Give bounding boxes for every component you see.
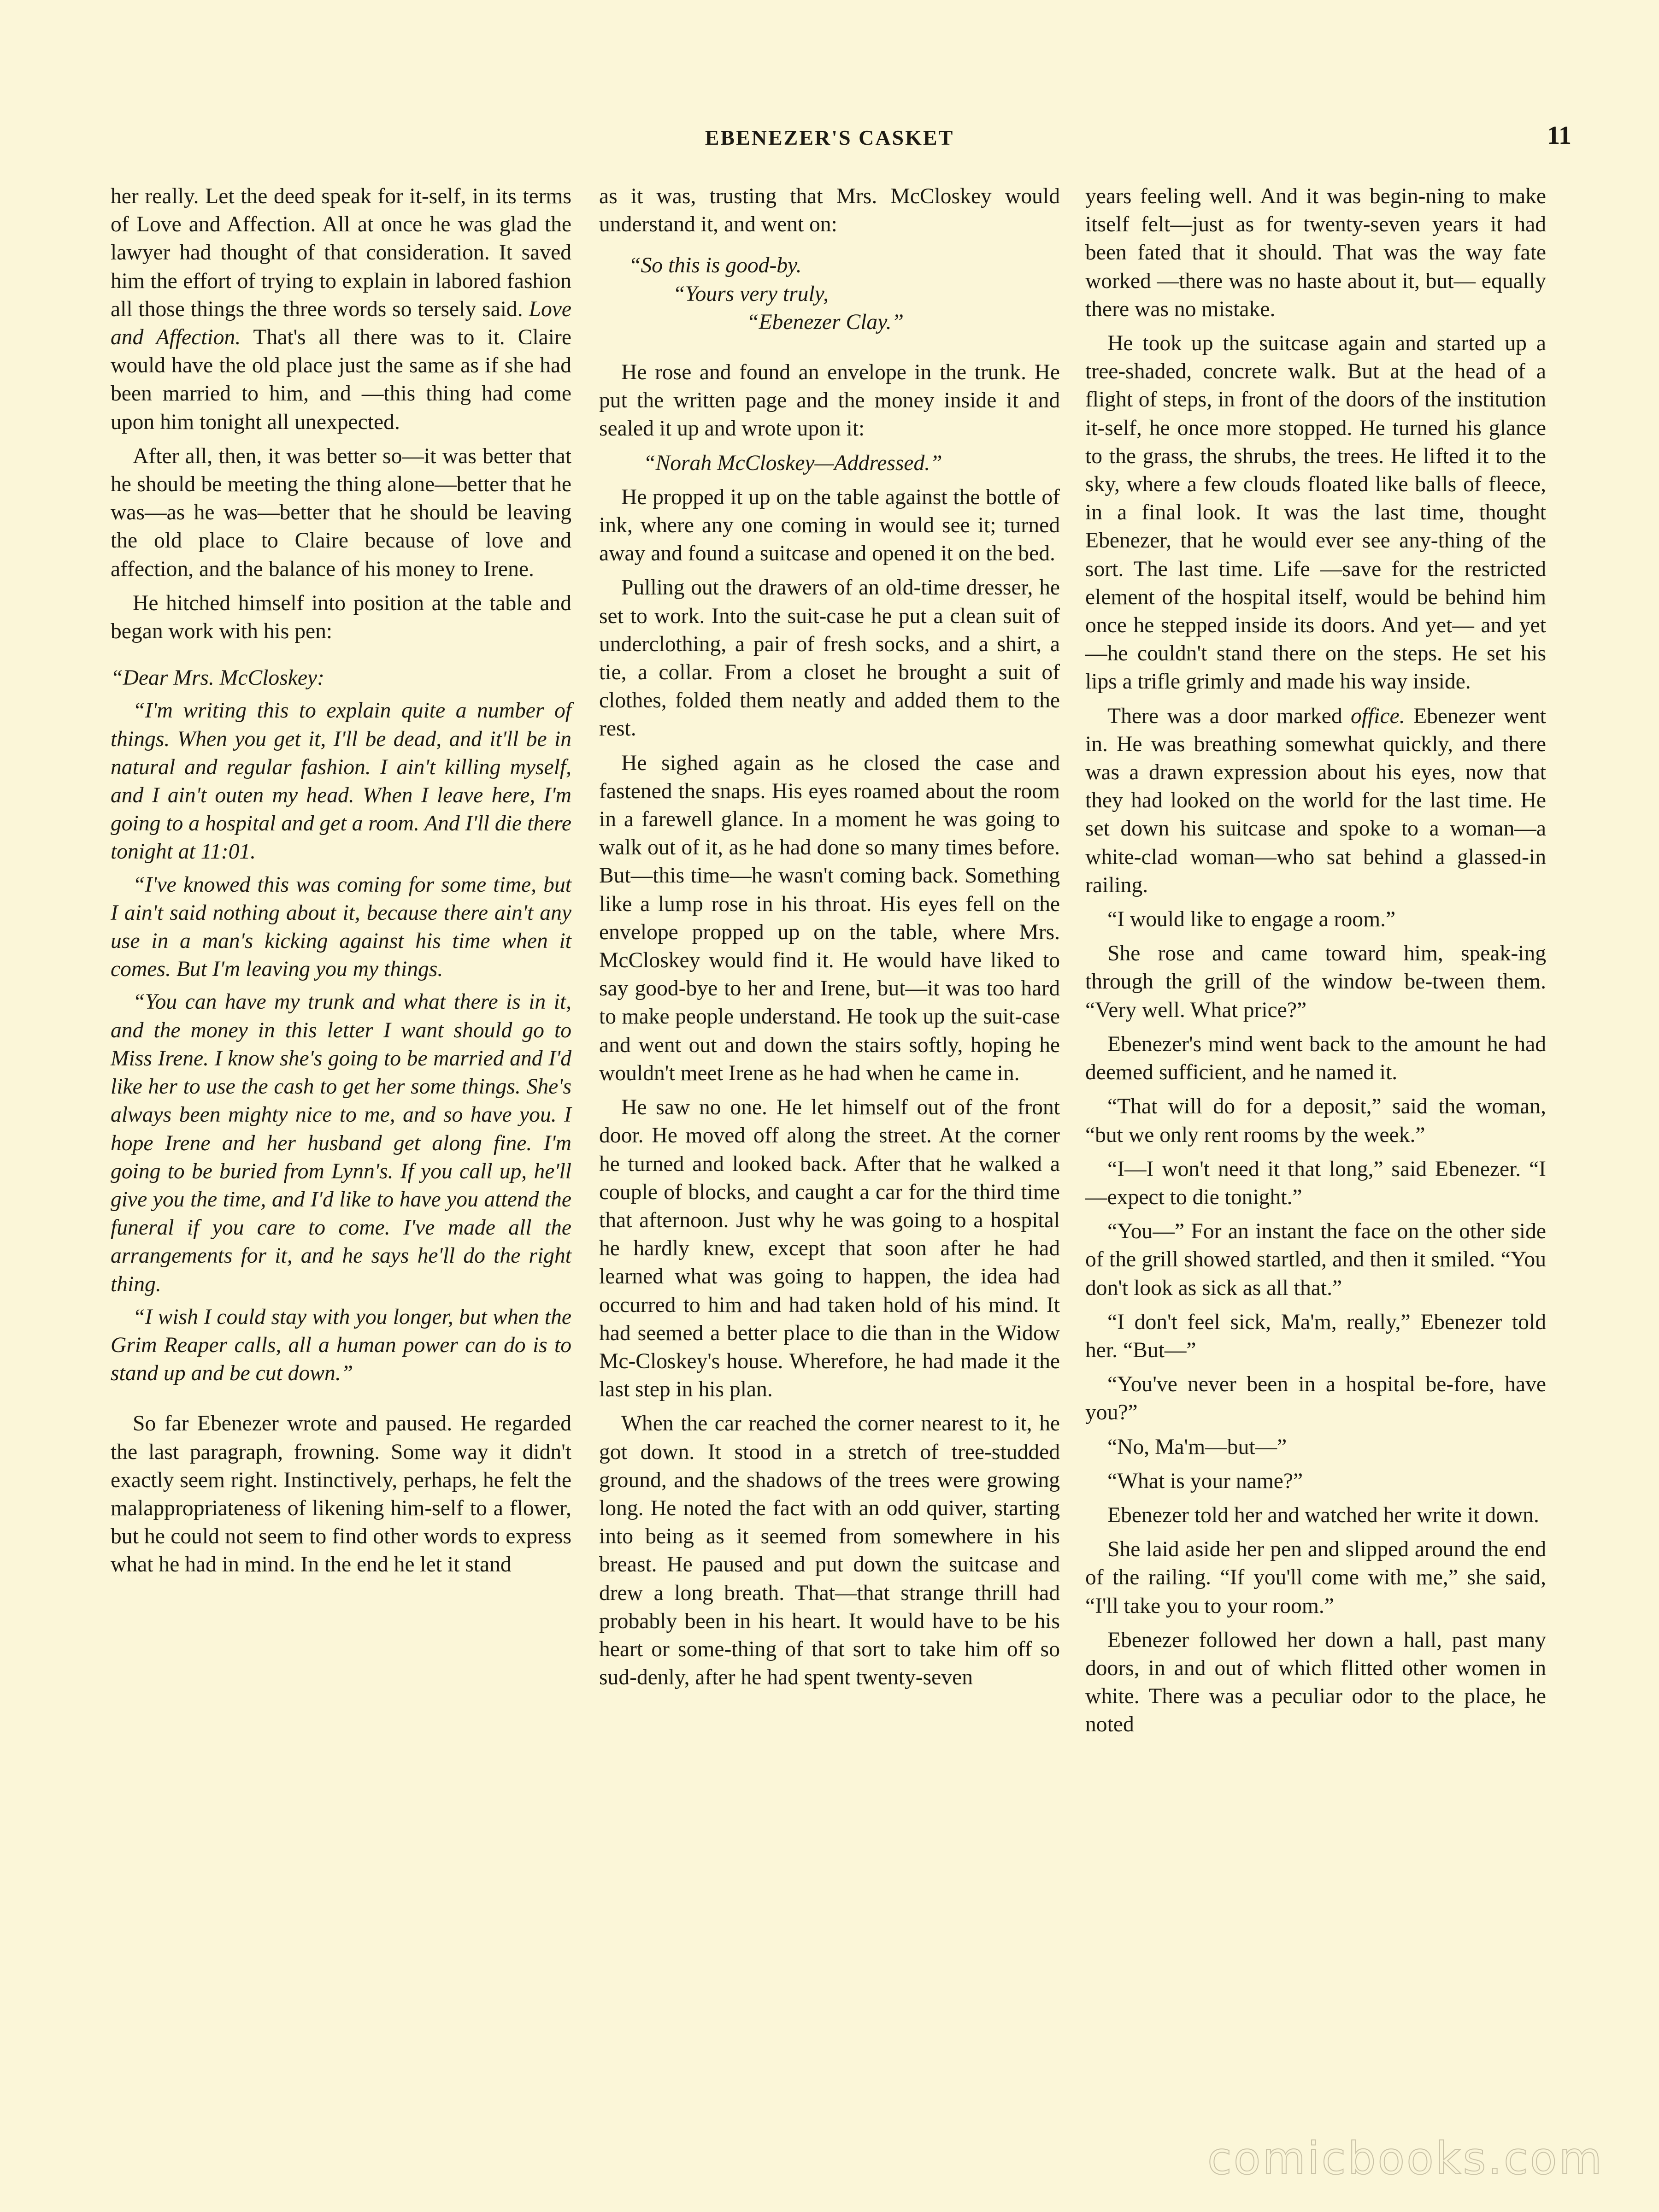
paragraph: He sighed again as he closed the case and fastened the snaps. His eyes roamed about the room in a farewell glance. In a moment he was going to walk out of it, as he had done so many times before. But—this time—he wasn't coming back. Something like a lump rose in his throat. His eyes fell on the envelope propped up on the table, where Mrs. McCloskey would find it. He would have liked to say good-bye to her and Irene, but—it was too hard to make people understand. He took up the suit-case and went out and down the stairs softly, hoping he wouldn't meet Irene as he had when he came in. [599, 751, 1060, 1085]
paragraph: After all, then, it was better so—it was better that he should be meeting the thing alone—better that he was—as he was—better that he should be leaving the old place to Claire because of love and affection, and the balance of his money to Irene. [111, 444, 571, 581]
paragraph: Ebenezer's mind went back to the amount he had deemed sufficient, and he named it. [1085, 1032, 1546, 1085]
paragraph: Ebenezer followed her down a hall, past many doors, in and out of which flitted other women in white. There was a peculiar odor to the place, he noted [1085, 1628, 1546, 1737]
paragraph: There was a door marked office. Ebenezer went in. He was breathing somewhat quickly, and there was a drawn expression about his eyes, now that they had looked on the world for the last time. He set down his suitcase and spoke to a woman—a white-clad woman—who sat behind a glassed-in railing. [1085, 704, 1546, 897]
letter-closing: “So this is good-by. [629, 253, 802, 278]
text-column-3 [1085, 182, 1546, 1745]
paragraph: as it was, trusting that Mrs. McCloskey would understand it, and went on: [599, 184, 1060, 237]
paragraph: He took up the suitcase again and started up a tree-shaded, concrete walk. But at the head of a flight of steps, in front of the doors of the institution it-self, he once more stopped. He turned his glance to the grass, the shrubs, the trees. He lifted it to the sky, where a few clouds floated like balls of fleece, in a final look. It was the last time, thought Ebenezer, that he would ever see any-thing of the sort. The last time. Life —save for the restricted element of the hospital itself, would be behind him once he stepped inside its doors. And yet— and yet—he couldn't stand there on the steps. He set his lips a trifle grimly and made his way inside. [1085, 331, 1546, 694]
paragraph: She laid aside her pen and slipped around the end of the railing. “If you'll come with me,” she said, “I'll take you to your room.” [1085, 1537, 1546, 1618]
paragraph: “That will do for a deposit,” said the woman, “but we only rent rooms by the week.” [1085, 1094, 1546, 1147]
paragraph: She rose and came toward him, speak-ing through the grill of the window be-tween them. “Very well. What price?” [1085, 941, 1546, 1022]
letter-paragraph: “I'm writing this to explain quite a number of things. When you get it, I'll be dead, and it'll be in natural and regular fashion. I ain't killing myself, and I ain't outen my head. When I leave here, I'm going to a hospital and get a room. And I'll die there tonight at 11:01. [111, 699, 571, 864]
paragraph: Ebenezer told her and watched her write it down. [1107, 1503, 1539, 1527]
paragraph: “No, Ma'm—but—” [1107, 1435, 1287, 1459]
letter-paragraph: “I've knowed this was coming for some time, but I ain't said nothing about it, because there ain't any use in a man's kicking against his time when it comes. But I'm leaving you my things. [111, 872, 571, 982]
paragraph: “I—I won't need it that long,” said Ebenezer. “I—expect to die tonight.” [1085, 1157, 1546, 1209]
paragraph: “You've never been in a hospital be-fore, have you?” [1085, 1372, 1546, 1425]
paragraph: He hitched himself into position at the table and began work with his pen: [111, 591, 571, 644]
paragraph: “You—” For an instant the face on the other side of the grill showed startled, and then it smiled. “You don't look as sick as all that.” [1085, 1219, 1546, 1300]
paragraph: years feeling well. And it was begin-ning to make itself felt—just as for twenty-seven years it had been fated that it should. That was the way fate worked —there was no haste about it, but— equally there was no mistake. [1085, 184, 1546, 321]
letter-signature: “Ebenezer Clay.” [747, 310, 904, 334]
paragraph: Pulling out the drawers of an old-time dresser, he set to work. Into the suit-case he put a clean suit of underclothing, a pair of fresh socks, and a shirt, a tie, a collar. From a closet he brought a suit of clothes, folded them neatly and added them to the rest. [599, 576, 1060, 741]
envelope-inscription: “Norah McCloskey—Addressed.” [643, 451, 942, 475]
emphasis: office. [1351, 704, 1405, 728]
paragraph: “I would like to engage a room.” [1107, 907, 1396, 932]
letter-paragraph: “I wish I could stay with you longer, but when the Grim Reaper calls, all a human power can do is to stand up and be cut down.” [111, 1305, 571, 1386]
paragraph: When the car reached the corner nearest to it, he got down. It stood in a stretch of tree-studded ground, and the shadows of the trees were growing long. He noted the fact with an odd quiver, starting into being as it seemed from somewhere in his breast. He paused and put down the suitcase and drew a long breath. That—that strange thrill had probably been in his heart. It would have to be his heart or some-thing of that sort to take him off so sud-denly, after he had spent twenty-seven [599, 1412, 1060, 1690]
letter-salutation: “Dear Mrs. McCloskey: [111, 666, 324, 690]
emphasis: Love and Affection. [111, 297, 571, 350]
paragraph: He propped it up on the table against the bottle of ink, where any one coming in would see it; turned away and found a suitcase and opened it on the bed. [599, 485, 1060, 566]
paragraph: He rose and found an envelope in the trunk. He put the written page and the money inside it and sealed it up and wrote upon it: [599, 360, 1060, 441]
paragraph: He saw no one. He let himself out of the front door. He moved off along the street. At the corner he turned and looked back. After that he walked a couple of blocks, and caught a car for the third time that afternoon. Just why he was going to a hospital he hardly knew, except that soon after he had learned what was going to happen, the idea had occurred to him and had taken hold of his mind. It had seemed a better place to die than in the Widow Mc-Closkey's house. Wherefore, he had made it the last step in his plan. [599, 1095, 1060, 1402]
text-column-1 [111, 182, 571, 1585]
paragraph: “I don't feel sick, Ma'm, really,” Ebenezer told her. “But—” [1085, 1310, 1546, 1362]
site-watermark: comicbooks.com [1207, 2133, 1604, 2184]
running-title: EBENEZER'S CASKET [705, 126, 954, 149]
paragraph: her really. Let the deed speak for it-self, in its terms of Love and Affection. All at once he was glad the lawyer had thought of that consideration. It saved him the effort of trying to explain in labored fashion all those things the three words so tersely said. Love and Affection. That's all there was to it. Claire would have the old place just the same as if she had been married to him, and —this thing had come upon him tonight all unexpected. [111, 184, 571, 434]
paragraph: “What is your name?” [1107, 1469, 1303, 1493]
running-head [0, 121, 1659, 158]
letter-paragraph: “You can have my trunk and what there is in it, and the money in this letter I want should go to Miss Irene. I know she's going to be married and I'd like her to use the cash to get her some things. She's always been mighty nice to me, and so have you. I hope Irene and her husband get along fine. I'm going to be buried from Lynn's. If you call up, he'll give you the time, and I'd like to have you attend the funeral if you care to come. I've made all the arrangements for it, and he says he'll do the right thing. [111, 990, 571, 1296]
paragraph: So far Ebenezer wrote and paused. He regarded the last paragraph, frowning. Some way it didn't exactly seem right. Instinctively, perhaps, he felt the malappropriateness of likening him-self to a flower, but he could not seem to find other words to express what he had in mind. In the end he let it stand [111, 1412, 571, 1577]
letter-closing: “Yours very truly, [673, 282, 829, 306]
text-column-2 [599, 182, 1060, 1698]
page-number: 11 [1547, 121, 1571, 150]
